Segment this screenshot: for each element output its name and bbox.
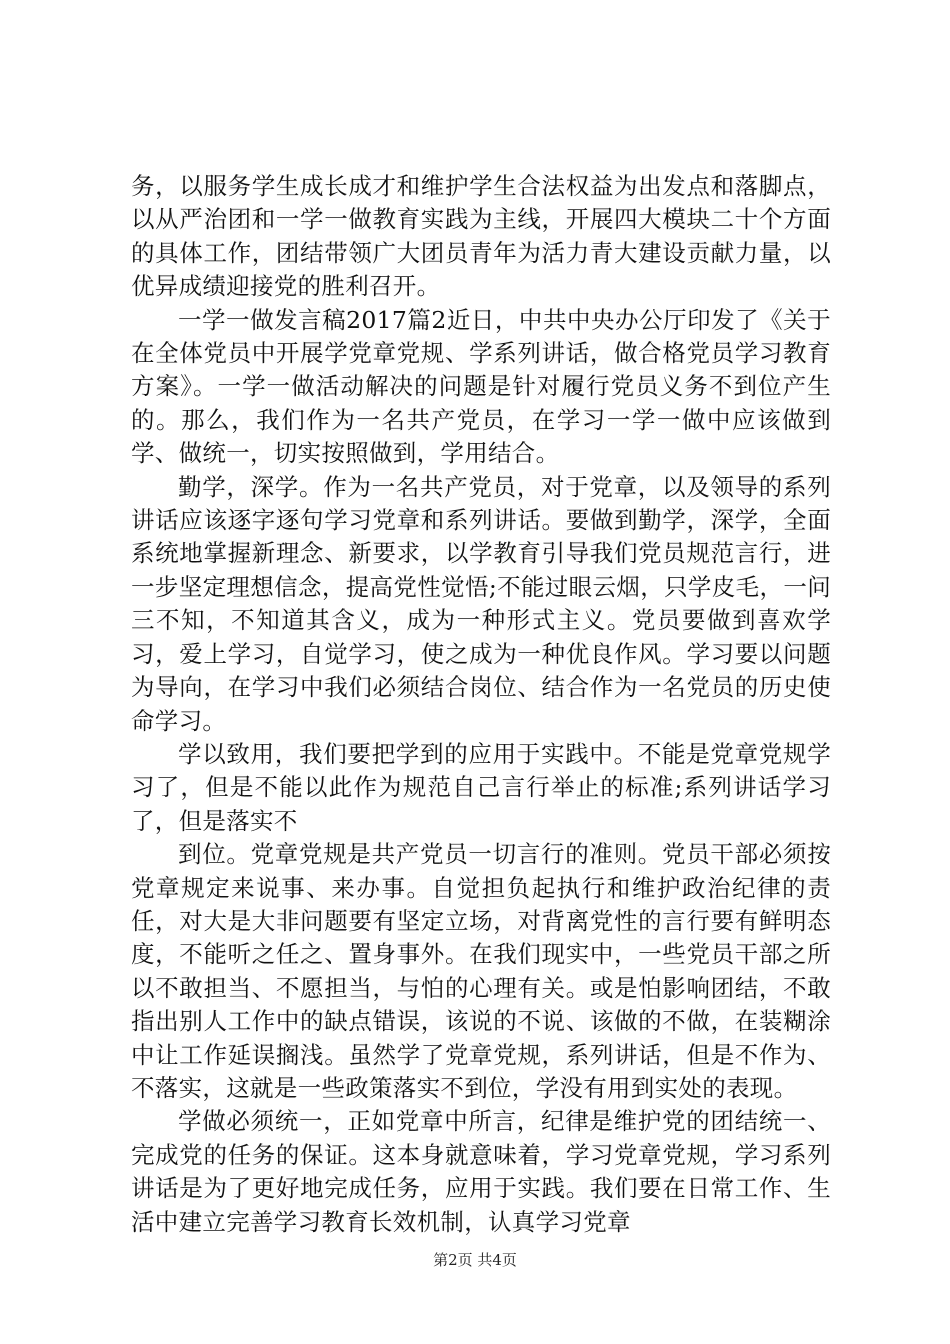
paragraph-6: 学做必须统一，正如党章中所言，纪律是维护党的团结统一、完成党的任务的保证。这本身就意味着，学习党章党规，学习系列讲话是为了更好地完成任务，应用于实践。我们要在日常工作、生活中建立完善学习教育长效机制，认真学习党章 (131, 1107, 831, 1236)
paragraph-1: 务，以服务学生成长成才和维护学生合法权益为出发点和落脚点，以从严治团和一学一做教育实践为主线，开展四大模块二十个方面的具体工作，团结带领广大团员青年为活力青大建设贡献力量，以优异成绩迎接党的胜利召开。 (131, 172, 831, 301)
document-body (131, 170, 831, 1239)
paragraph-3: 勤学，深学。作为一名共产党员，对于党章，以及领导的系列讲话应该逐字逐句学习党章和系列讲话。要做到勤学，深学，全面系统地掌握新理念、新要求，以学教育引导我们党员规范言行，进一步坚定理想信念，提高党性觉悟;不能过眼云烟，只学皮毛，一问三不知，不知道其含义，成为一种形式主义。党员要做到喜欢学习，爱上学习，自觉学习，使之成为一种优良作风。学习要以问题为导向，在学习中我们必须结合岗位、结合作为一名党员的历史使命学习。 (131, 472, 831, 735)
paragraph-2: 一学一做发言稿2017篇2近日，中共中央办公厅印发了《关于在全体党员中开展学党章党规、学系列讲话，做合格党员学习教育方案》。一学一做活动解决的问题是针对履行党员义务不到位产生的。那么，我们作为一名共产党员，在学习一学一做中应该做到学、做统一，切实按照做到，学用结合。 (131, 305, 831, 468)
page-number-footer: 第2页 共4页 (433, 1251, 517, 1269)
paragraph-5: 到位。党章党规是共产党员一切言行的准则。党员干部必须按党章规定来说事、来办事。自觉担负起执行和维护政治纪律的责任，对大是大非问题要有坚定立场，对背离党性的言行要有鲜明态度，不能听之任之、置身事外。在我们现实中，一些党员干部之所以不敢担当、不愿担当，与怕的心理有关。或是怕影响团结，不敢指出别人工作中的缺点错误，该说的不说、该做的不做，在装糊涂中让工作延误搁浅。虽然学了党章党规，系列讲话，但是不作为、不落实，这就是一些政策落实不到位，学没有用到实处的表现。 (131, 840, 831, 1102)
paragraph-4: 学以致用，我们要把学到的应用于实践中。不能是党章党规学习了，但是不能以此作为规范自己言行举止的标准;系列讲话学习了，但是落实不 (131, 739, 831, 835)
